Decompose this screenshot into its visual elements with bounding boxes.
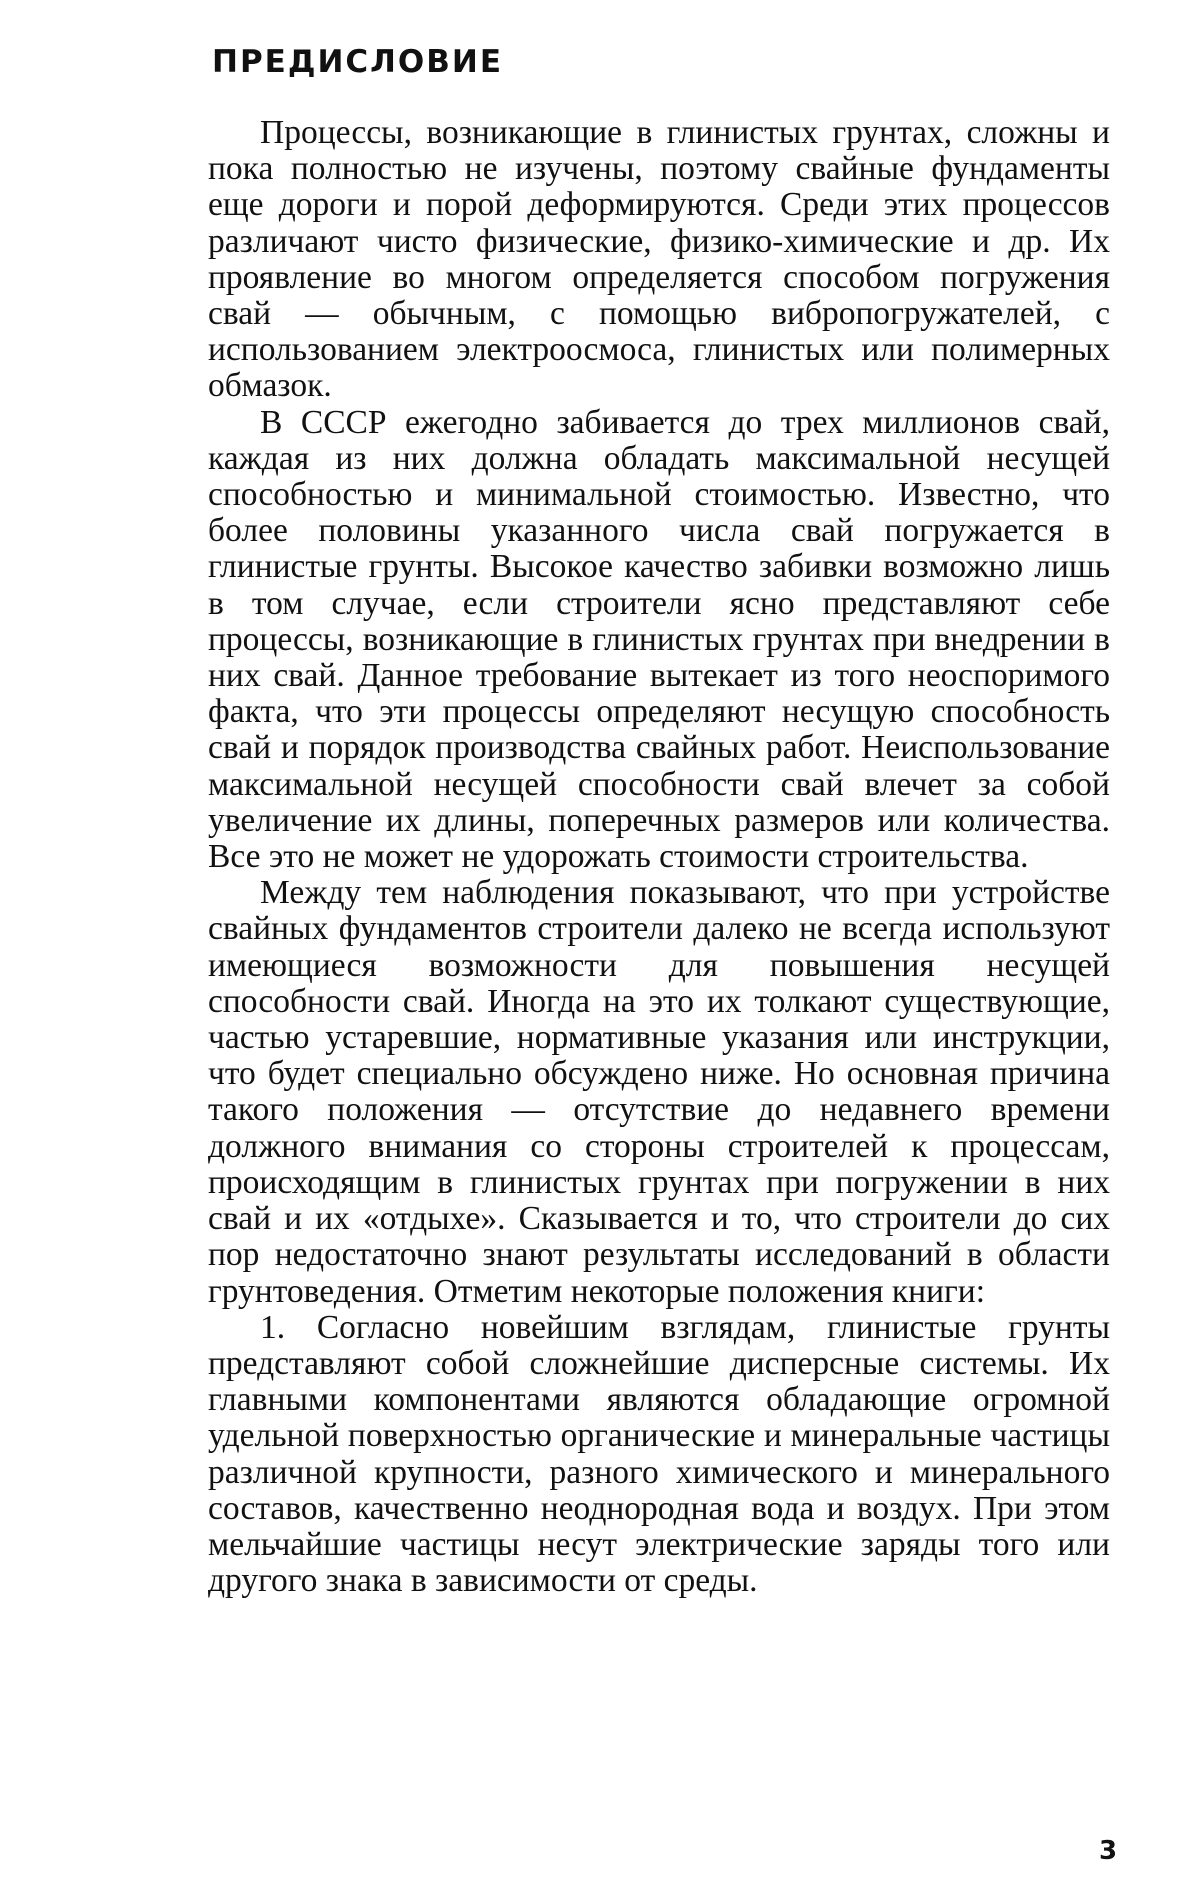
paragraph-1: Процессы, возникающие в глинистых грунтах, сложны и пока полностью не изучены, поэтому свайные фундаменты еще дороги и порой деформируются. Среди этих процессов различают чисто физические, физико-химические и др. Их проявление во многом определяется способом погружения свай — обычным, с помощью вибропогружателей, с использованием электроосмоса, глинистых или полимерных обмазок. <box>208 114 1110 405</box>
page-number: 3 <box>1099 1836 1118 1866</box>
chapter-heading: ПРЕДИСЛОВИЕ <box>212 44 503 80</box>
paragraph-4: 1. Согласно новейшим взглядам, глинистые грунты представляют собой сложнейшие дисперсные системы. Их главными компонентами являются обладающие огромной удельной поверхностью органические и минеральные частицы различной крупности, разного химического и минерального составов, качественно неоднородная вода и воздух. При этом мельчайшие частицы несут электрические заряды того или другого знака в зависимости от среды. <box>208 1308 1110 1600</box>
paragraph-3: Между тем наблюдения показывают, что при устройстве свайных фундаментов строители далеко не всегда используют имеющиеся возможности для повышения несущей способности свай. Иногда на это их толкают существующие, частью устаревшие, нормативные указания или инструкции, что будет специально обсуждено ниже. Но основная причина такого положения — отсутствие до недавнего времени должного внимания со стороны строителей к процессам, происходящим в глинистых грунтах при погружении в них свай и их «отдыхе». Сказывается и то, что строители до сих пор недостаточно знают результаты исследований в области грунтоведения. Отметим некоторые положения книги: <box>208 874 1110 1310</box>
body-text <box>208 115 1110 1599</box>
paragraph-2: В СССР ежегодно забивается до трех миллионов свай, каждая из них должна обладать максимальной несущей способностью и минимальной стоимостью. Известно, что более половины указанного числа свай погружается в глинистые грунты. Высокое качество забивки возможно лишь в том случае, если строители ясно представляют себе процессы, возникающие в глинистых грунтах при внедрении в них свай. Данное требование вытекает из того неоспоримого факта, что эти процессы определяют несущую способность свай и порядок производства свайных работ. Неиспользование максимальной несущей способности свай влечет за собой увеличение их длины, поперечных размеров или количества. Все это не может не удорожать стоимости строительства. <box>208 403 1110 876</box>
